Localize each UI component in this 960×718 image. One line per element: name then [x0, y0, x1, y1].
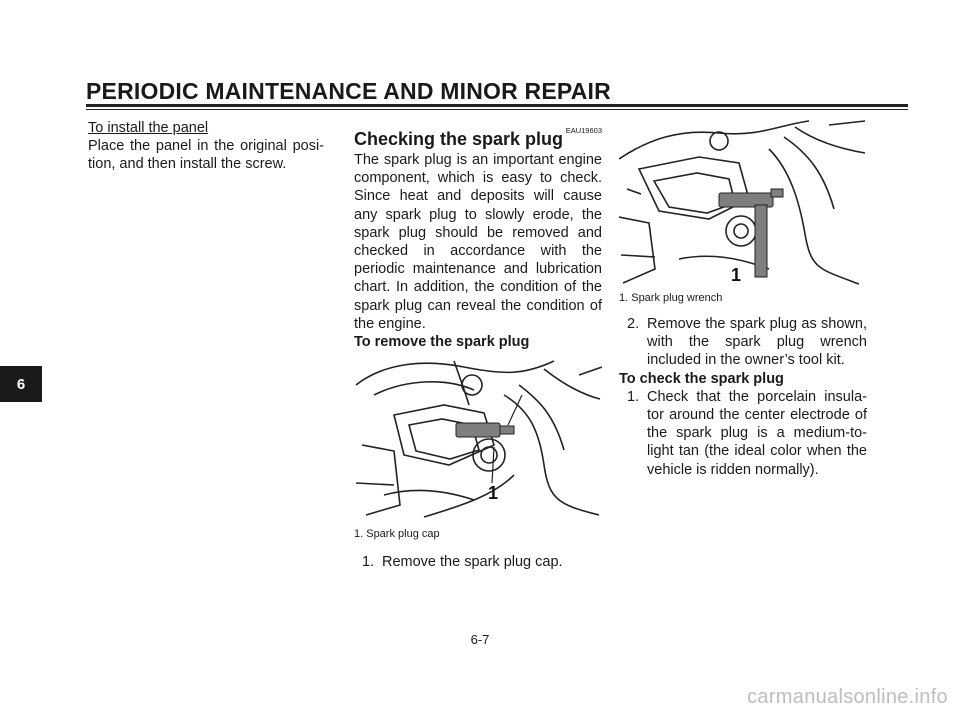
figure-spark-plug-cap	[354, 355, 602, 523]
intro-paragraph: The spark plug is an important engine component, which is easy to check. Since heat and deposits will cause any spark plug to slowly erode, the spark plug should be removed and checked in accordance with the periodic maintenance and lubrication chart. In addition, the condition of the spark plug can reveal the condition of the engine.	[354, 152, 602, 332]
figure-caption: 1. Spark plug wrench	[619, 292, 723, 304]
chapter-tab: 6	[0, 366, 42, 402]
step-number: 1.	[627, 388, 640, 405]
engine-wrench-illustration	[619, 119, 867, 287]
subheading-remove: To remove the spark plug	[354, 334, 530, 351]
step-remove-cap	[354, 553, 602, 571]
step-check-insulator	[619, 388, 867, 479]
column-middle	[354, 119, 602, 571]
section-code: EAU19603	[565, 126, 602, 135]
step-remove-plug	[619, 315, 867, 370]
step-number: 2.	[627, 316, 640, 332]
step-text: Remove the spark plug cap.	[382, 554, 563, 571]
column-right	[619, 119, 867, 479]
step-text: Remove the spark plug as shown, with the spark plug wrench included in the owner’s tool kit.	[647, 316, 867, 369]
subheading-install-panel: To install the panel	[88, 120, 209, 136]
figure-label: 1	[731, 265, 742, 285]
section-heading: Checking the spark plug	[354, 129, 564, 149]
column-left	[88, 119, 324, 174]
figure-caption: 1. Spark plug cap	[354, 528, 440, 541]
header-rule-thin	[86, 109, 908, 110]
figure-spark-plug-wrench	[619, 119, 867, 287]
header-rule	[86, 104, 908, 107]
subheading-check: To check the spark plug	[619, 370, 784, 387]
page-number: 6-7	[470, 632, 490, 647]
install-panel-text: Place the panel in the original posi-tion, and then install the screw.	[88, 138, 324, 173]
page-header: PERIODIC MAINTENANCE AND MINOR REPAIR	[86, 78, 611, 104]
watermark: carmanualsonline.info	[747, 686, 948, 708]
engine-illustration	[354, 355, 602, 523]
figure-label: 1	[488, 483, 499, 504]
step-number: 1.	[362, 554, 375, 571]
step-text: Check that the porcelain insula-tor around the center electrode of the spark plug is a medium-to-light tan (the ideal color when the vehicle is ridden normally).	[647, 388, 867, 478]
